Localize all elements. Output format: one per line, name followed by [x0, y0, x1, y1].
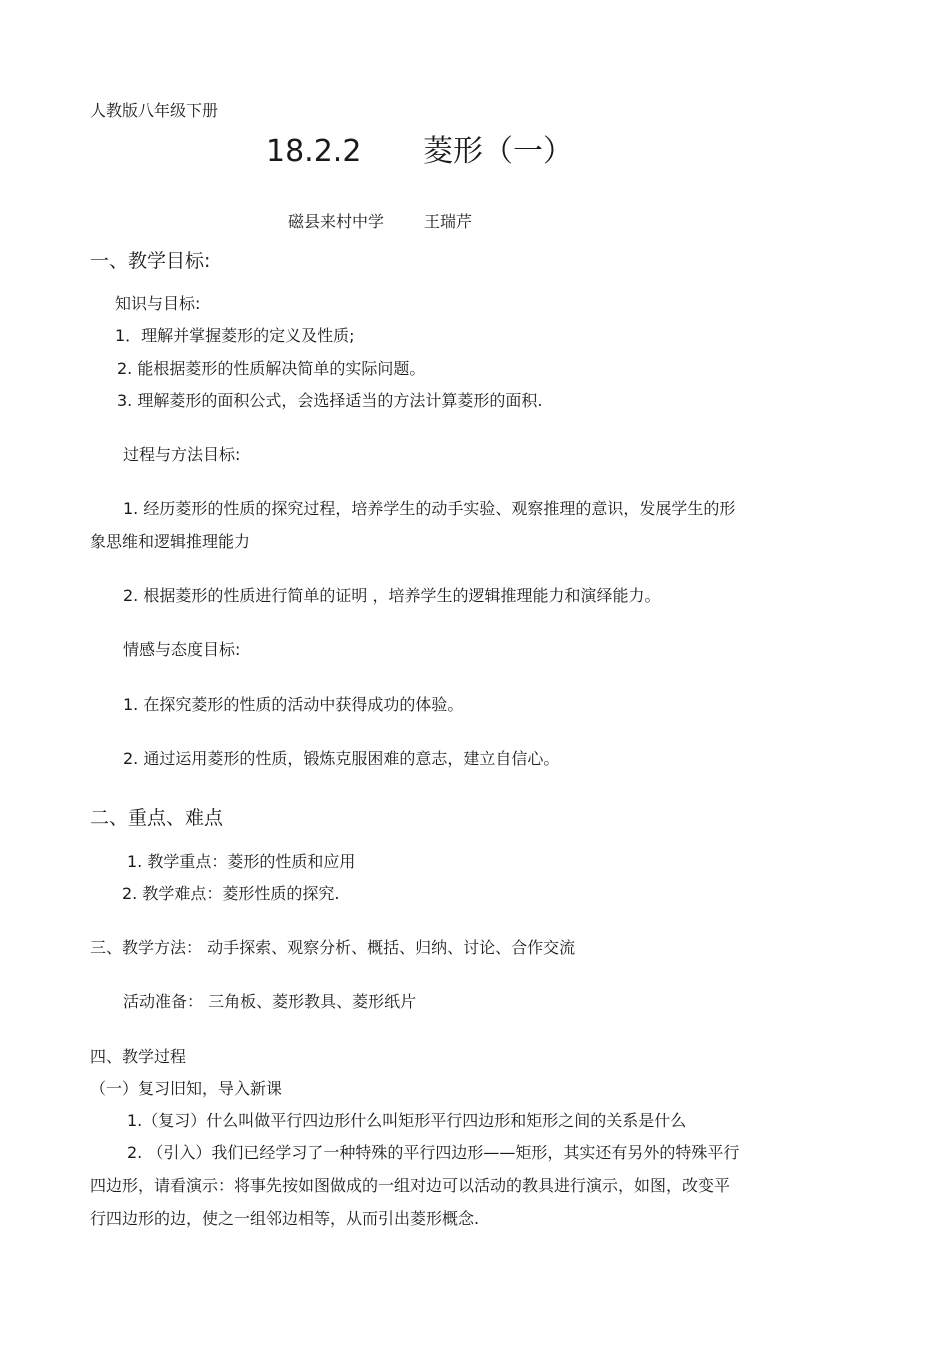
emotion-goal-item: 2. 通过运用菱形的性质，锻炼克服困难的意志，建立自信心。 — [123, 749, 560, 768]
author-name: 王瑞芹 — [424, 212, 473, 231]
key-point-item: 2. 教学难点：菱形性质的探究. — [122, 884, 340, 903]
process-paragraph: 1.（复习）什么叫做平行四边形什么叫矩形平行四边形和矩形之间的关系是什么 — [127, 1111, 687, 1130]
author-school: 磁县来村中学 — [288, 212, 385, 231]
section-heading-goals: 一、教学目标: — [90, 250, 211, 272]
process-goal-item-continued: 象思维和逻辑推理能力 — [90, 532, 251, 551]
section-heading-process: 四、教学过程 — [90, 1047, 187, 1066]
knowledge-goals-label: 知识与目标: — [115, 294, 201, 313]
knowledge-goal-item: 3. 理解菱形的面积公式，会选择适当的方法计算菱形的面积. — [117, 391, 543, 410]
textbook-series: 人教版八年级下册 — [90, 101, 219, 120]
emotion-goal-item: 1. 在探究菱形的性质的活动中获得成功的体验。 — [123, 695, 464, 714]
lesson-number: 18.2.2 — [266, 134, 362, 169]
activity-preparation: 活动准备： 三角板、菱形教具、菱形纸片 — [123, 992, 417, 1011]
process-paragraph: 2. （引入）我们已经学习了一种特殊的平行四边形——矩形，其实还有另外的特殊平行 — [127, 1143, 740, 1162]
subsection-heading: （一）复习旧知，导入新课 — [90, 1079, 283, 1098]
lesson-title: 菱形（一） — [423, 134, 573, 169]
knowledge-goal-item: 1．理解并掌握菱形的定义及性质; — [115, 326, 355, 345]
key-point-item: 1. 教学重点：菱形的性质和应用 — [127, 852, 356, 871]
process-goal-item: 2. 根据菱形的性质进行简单的证明 ，培养学生的逻辑推理能力和演绎能力。 — [123, 586, 661, 605]
teaching-methods: 三、教学方法： 动手探索、观察分析、概括、归纳、讨论、合作交流 — [90, 938, 576, 957]
section-heading-key-points: 二、重点、难点 — [90, 807, 224, 829]
process-goals-label: 过程与方法目标: — [123, 445, 241, 464]
knowledge-goal-item: 2. 能根据菱形的性质解决简单的实际问题。 — [117, 359, 426, 378]
process-paragraph-continued: 行四边形的边，使之一组邻边相等，从而引出菱形概念. — [90, 1209, 480, 1228]
emotion-goals-label: 情感与态度目标: — [123, 640, 241, 659]
process-paragraph-continued: 四边形，请看演示：将事先按如图做成的一组对边可以活动的教具进行演示，如图，改变平 — [90, 1176, 731, 1195]
process-goal-item: 1. 经历菱形的性质的探究过程，培养学生的动手实验、观察推理的意识，发展学生的形 — [123, 499, 736, 518]
